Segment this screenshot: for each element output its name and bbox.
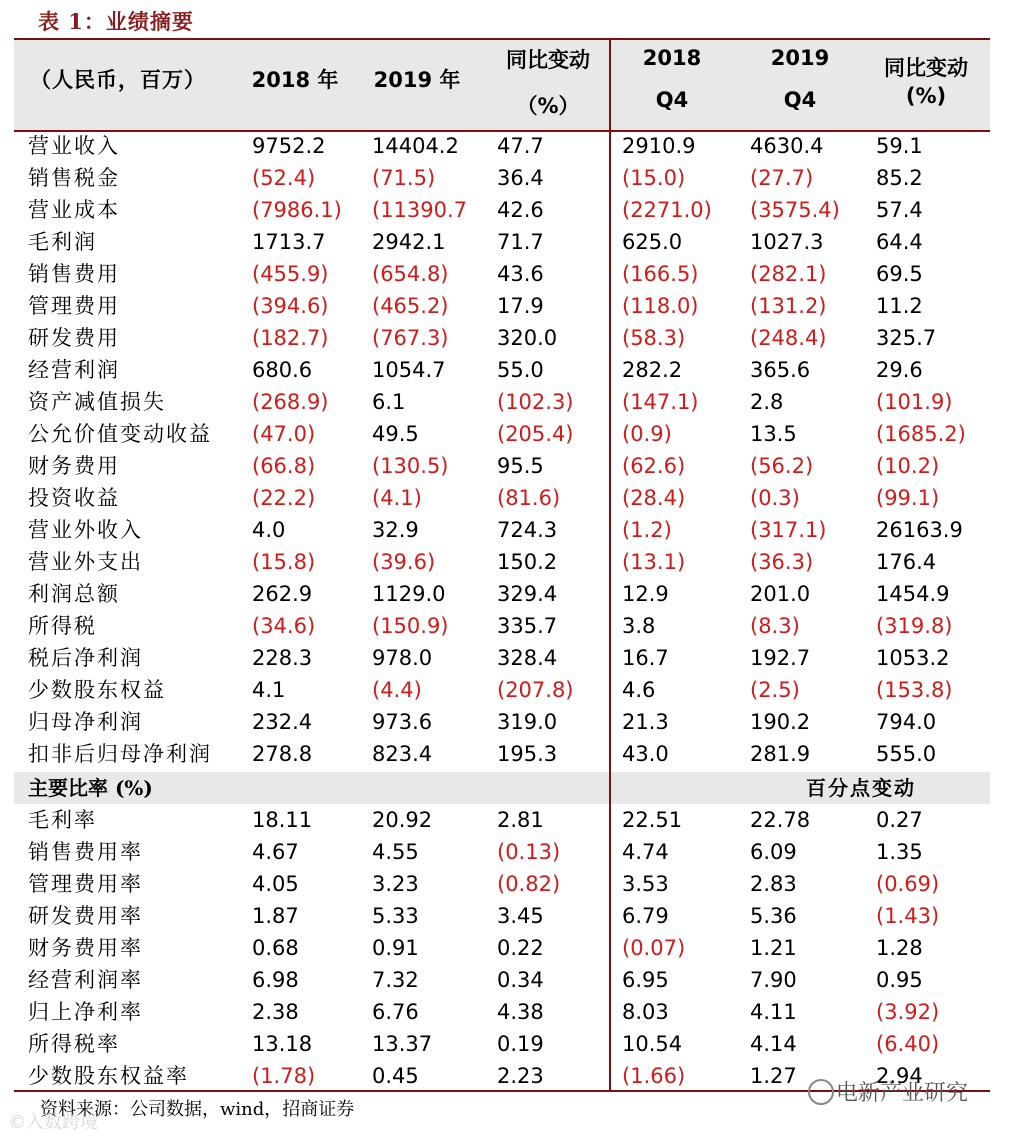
row-value-c5: (2.5): [750, 678, 800, 702]
row-value-c6: (10.2): [876, 454, 940, 478]
row-value-c3: (0.13): [497, 840, 561, 864]
row-value-c3: 195.3: [497, 742, 558, 766]
row-value-c6: 64.4: [876, 230, 923, 254]
row-value-c2: 32.9: [372, 518, 419, 542]
row-value-c5: 365.6: [750, 358, 811, 382]
row-value-c2: 7.32: [372, 968, 419, 992]
row-value-c2: (4.4): [372, 678, 422, 702]
row-value-c5: (8.3): [750, 614, 800, 638]
table-row: [0, 868, 1026, 900]
table-row: [0, 642, 1026, 674]
row-value-c3: (102.3): [497, 390, 574, 414]
ratios-header-label: 主要比率 (%): [28, 776, 153, 800]
row-value-c1: (455.9): [252, 262, 329, 286]
row-value-c2: 6.76: [372, 1000, 419, 1024]
row-value-c5: 7.90: [750, 968, 797, 992]
row-value-c1: 18.11: [252, 808, 313, 832]
row-value-c5: (56.2): [750, 454, 814, 478]
row-value-c6: 1.35: [876, 840, 923, 864]
table-row: [0, 836, 1026, 868]
header-yoy-line2: （%）: [516, 94, 580, 118]
row-value-c6: 794.0: [876, 710, 937, 734]
row-value-c4: 625.0: [622, 230, 683, 254]
row-value-c5: 201.0: [750, 582, 811, 606]
row-label: 所得税: [28, 614, 97, 638]
row-label: 财务费用: [28, 454, 120, 478]
row-value-c6: (319.8): [876, 614, 953, 638]
row-value-c1: 262.9: [252, 582, 313, 606]
row-value-c2: (71.5): [372, 166, 436, 190]
row-value-c5: (36.3): [750, 550, 814, 574]
row-value-c2: (465.2): [372, 294, 449, 318]
header-unit: （人民币，百万）: [30, 67, 206, 92]
row-value-c4: 4.74: [622, 840, 669, 864]
row-value-c2: 49.5: [372, 422, 419, 446]
table-row: [0, 932, 1026, 964]
row-label: 税后净利润: [28, 646, 143, 670]
row-value-c6: 11.2: [876, 294, 923, 318]
row-value-c6: 29.6: [876, 358, 923, 382]
row-value-c2: 978.0: [372, 646, 433, 670]
row-label: 营业收入: [28, 134, 120, 158]
row-value-c6: 69.5: [876, 262, 923, 286]
row-value-c6: 176.4: [876, 550, 937, 574]
header-2019: 2019 年: [373, 68, 461, 92]
row-value-c1: 4.05: [252, 872, 299, 896]
table-row: [0, 706, 1026, 738]
row-value-c4: (147.1): [622, 390, 699, 414]
row-value-c2: (767.3): [372, 326, 449, 350]
row-label: 营业成本: [28, 198, 120, 222]
row-value-c1: 4.67: [252, 840, 299, 864]
row-value-c6: (3.92): [876, 1000, 940, 1024]
row-value-c5: (282.1): [750, 262, 827, 286]
row-value-c2: 2942.1: [372, 230, 446, 254]
table-row: [0, 964, 1026, 996]
header-qoq-line2: (%): [905, 84, 947, 108]
row-value-c6: 59.1: [876, 134, 923, 158]
row-value-c6: 85.2: [876, 166, 923, 190]
row-value-c5: 4630.4: [750, 134, 824, 158]
row-value-c1: 6.98: [252, 968, 299, 992]
row-value-c5: 2.8: [750, 390, 784, 414]
table-title: 表 1：业绩摘要: [38, 9, 194, 34]
row-label: 经营利润: [28, 358, 120, 382]
row-value-c5: 190.2: [750, 710, 811, 734]
row-value-c6: (0.69): [876, 872, 940, 896]
row-value-c3: 0.22: [497, 936, 544, 960]
row-value-c6: 325.7: [876, 326, 937, 350]
row-value-c3: 329.4: [497, 582, 558, 606]
row-value-c1: 0.68: [252, 936, 299, 960]
row-value-c6: (99.1): [876, 486, 940, 510]
row-value-c1: 278.8: [252, 742, 313, 766]
header-2018q4-line2: Q4: [655, 88, 689, 112]
row-value-c3: 55.0: [497, 358, 544, 382]
row-value-c3: 0.19: [497, 1032, 544, 1056]
row-value-c2: (130.5): [372, 454, 449, 478]
row-value-c2: 1129.0: [372, 582, 446, 606]
row-value-c2: (4.1): [372, 486, 422, 510]
table-row: [0, 258, 1026, 290]
row-value-c5: 6.09: [750, 840, 797, 864]
row-value-c2: 823.4: [372, 742, 433, 766]
row-value-c5: (131.2): [750, 294, 827, 318]
row-value-c4: 16.7: [622, 646, 669, 670]
row-value-c4: (0.9): [622, 422, 672, 446]
row-value-c6: 555.0: [876, 742, 937, 766]
table-row: [0, 354, 1026, 386]
row-value-c4: 3.8: [622, 614, 656, 638]
row-label: 少数股东权益: [28, 678, 166, 702]
row-value-c1: (22.2): [252, 486, 316, 510]
row-value-c6: (6.40): [876, 1032, 940, 1056]
watermark-text: 电新产业研究: [836, 1081, 969, 1106]
row-value-c1: 9752.2: [252, 134, 326, 158]
row-label: 经营利润率: [28, 968, 143, 992]
row-value-c6: 0.27: [876, 808, 923, 832]
row-value-c3: 328.4: [497, 646, 558, 670]
row-value-c6: (101.9): [876, 390, 953, 414]
row-value-c2: 0.45: [372, 1064, 419, 1088]
row-value-c5: 5.36: [750, 904, 797, 928]
row-value-c5: 4.11: [750, 1000, 797, 1024]
watermark: [808, 1076, 968, 1107]
row-value-c5: 13.5: [750, 422, 797, 446]
row-value-c3: 95.5: [497, 454, 544, 478]
table-row: [0, 450, 1026, 482]
row-value-c5: (27.7): [750, 166, 814, 190]
row-value-c6: 1.28: [876, 936, 923, 960]
row-value-c3: (205.4): [497, 422, 574, 446]
row-value-c4: 43.0: [622, 742, 669, 766]
row-label: 营业外支出: [28, 550, 143, 574]
row-label: 销售费用率: [28, 840, 143, 864]
row-value-c3: 17.9: [497, 294, 544, 318]
row-value-c2: 973.6: [372, 710, 433, 734]
row-value-c1: (47.0): [252, 422, 316, 446]
row-value-c3: 4.38: [497, 1000, 544, 1024]
row-value-c6: 26163.9: [876, 518, 963, 542]
row-value-c4: (0.07): [622, 936, 686, 960]
row-value-c3: 43.6: [497, 262, 544, 286]
row-value-c3: 3.45: [497, 904, 544, 928]
row-value-c2: 1054.7: [372, 358, 446, 382]
row-value-c5: 281.9: [750, 742, 811, 766]
table-row: [0, 386, 1026, 418]
row-value-c4: 2910.9: [622, 134, 696, 158]
row-label: 所得税率: [28, 1032, 120, 1056]
row-label: 投资收益: [28, 486, 120, 510]
row-value-c1: 1.87: [252, 904, 299, 928]
row-value-c3: 0.34: [497, 968, 544, 992]
row-value-c2: 6.1: [372, 390, 406, 414]
row-value-c1: (1.78): [252, 1064, 316, 1088]
row-value-c6: 1053.2: [876, 646, 950, 670]
watermark-corner: ©入数跨境: [8, 1112, 98, 1133]
row-value-c5: (0.3): [750, 486, 800, 510]
row-value-c4: (62.6): [622, 454, 686, 478]
row-label: 公允价值变动收益: [28, 422, 212, 446]
row-value-c1: 2.38: [252, 1000, 299, 1024]
row-value-c4: (2271.0): [622, 198, 712, 222]
row-label: 管理费用率: [28, 872, 143, 896]
header-2019q4-line2: Q4: [783, 88, 817, 112]
row-value-c6: 1454.9: [876, 582, 950, 606]
row-label: 归母净利润: [28, 710, 143, 734]
row-value-c1: 4.0: [252, 518, 286, 542]
row-value-c3: (207.8): [497, 678, 574, 702]
row-value-c4: 12.9: [622, 582, 669, 606]
row-value-c4: (13.1): [622, 550, 686, 574]
row-value-c3: 320.0: [497, 326, 558, 350]
row-value-c3: 2.23: [497, 1064, 544, 1088]
header-yoy-line1: 同比变动: [506, 47, 590, 72]
row-value-c3: (0.82): [497, 872, 561, 896]
table-row: [0, 418, 1026, 450]
row-value-c3: 2.81: [497, 808, 544, 832]
row-label: 毛利率: [28, 808, 97, 832]
table-row: [0, 290, 1026, 322]
row-value-c5: 2.83: [750, 872, 797, 896]
row-value-c2: (11390.7: [372, 198, 468, 222]
row-value-c6: (1685.2): [876, 422, 966, 446]
row-value-c1: 680.6: [252, 358, 313, 382]
row-label: 销售费用: [28, 262, 120, 286]
row-value-c3: 335.7: [497, 614, 558, 638]
row-value-c3: (81.6): [497, 486, 561, 510]
row-value-c1: 1713.7: [252, 230, 326, 254]
row-value-c5: 192.7: [750, 646, 811, 670]
row-label: 扣非后归母净利润: [28, 742, 212, 766]
row-value-c1: (66.8): [252, 454, 316, 478]
row-value-c3: 71.7: [497, 230, 544, 254]
row-value-c6: (1.43): [876, 904, 940, 928]
row-value-c2: 20.92: [372, 808, 433, 832]
header-2018: 2018 年: [251, 68, 339, 92]
row-value-c5: 1.27: [750, 1064, 797, 1088]
table-row: [0, 610, 1026, 642]
row-value-c4: 21.3: [622, 710, 669, 734]
row-value-c4: 282.2: [622, 358, 683, 382]
row-value-c1: (7986.1): [252, 198, 342, 222]
table-row: [0, 130, 1026, 162]
row-value-c1: 232.4: [252, 710, 313, 734]
row-value-c2: (150.9): [372, 614, 449, 638]
row-value-c4: 6.79: [622, 904, 669, 928]
row-value-c1: (34.6): [252, 614, 316, 638]
row-value-c1: (182.7): [252, 326, 329, 350]
table-row: [0, 738, 1026, 770]
row-value-c5: (317.1): [750, 518, 827, 542]
row-value-c4: 22.51: [622, 808, 683, 832]
row-value-c4: 8.03: [622, 1000, 669, 1024]
table-row: [0, 482, 1026, 514]
table-row: [0, 194, 1026, 226]
table-row: [0, 804, 1026, 836]
table-row: [0, 322, 1026, 354]
wechat-icon: [808, 1079, 834, 1105]
row-value-c2: (39.6): [372, 550, 436, 574]
row-value-c2: (654.8): [372, 262, 449, 286]
row-value-c4: (166.5): [622, 262, 699, 286]
row-value-c4: (58.3): [622, 326, 686, 350]
row-value-c3: 150.2: [497, 550, 558, 574]
row-label: 管理费用: [28, 294, 120, 318]
table-row: [0, 996, 1026, 1028]
row-label: 营业外收入: [28, 518, 143, 542]
header-2019q4-line1: 2019: [770, 46, 830, 70]
row-value-c2: 3.23: [372, 872, 419, 896]
row-value-c6: 2.94: [876, 1064, 923, 1088]
table-row: [0, 514, 1026, 546]
row-label: 研发费用: [28, 326, 120, 350]
row-value-c2: 13.37: [372, 1032, 433, 1056]
row-value-c1: 4.1: [252, 678, 286, 702]
row-value-c2: 14404.2: [372, 134, 459, 158]
row-value-c6: 57.4: [876, 198, 923, 222]
row-label: 研发费用率: [28, 904, 143, 928]
row-value-c2: 4.55: [372, 840, 419, 864]
row-label: 资产减值损失: [28, 390, 166, 414]
row-value-c5: 1.21: [750, 936, 797, 960]
ratios-header-right: 百分点变动: [806, 776, 916, 800]
header-2018q4-line1: 2018: [642, 46, 702, 70]
row-value-c4: 3.53: [622, 872, 669, 896]
row-value-c4: (15.0): [622, 166, 686, 190]
row-value-c1: (15.8): [252, 550, 316, 574]
table-row: [0, 674, 1026, 706]
row-label: 毛利润: [28, 230, 97, 254]
row-value-c5: (3575.4): [750, 198, 840, 222]
row-value-c4: (28.4): [622, 486, 686, 510]
row-label: 财务费用率: [28, 936, 143, 960]
row-value-c5: 4.14: [750, 1032, 797, 1056]
row-value-c5: (248.4): [750, 326, 827, 350]
row-value-c1: (394.6): [252, 294, 329, 318]
row-value-c1: (268.9): [252, 390, 329, 414]
row-value-c1: (52.4): [252, 166, 316, 190]
table-row: [0, 546, 1026, 578]
row-value-c1: 228.3: [252, 646, 313, 670]
row-value-c4: (118.0): [622, 294, 699, 318]
table-row: [0, 162, 1026, 194]
header-qoq-line1: 同比变动: [884, 55, 968, 80]
row-value-c3: 47.7: [497, 134, 544, 158]
row-value-c3: 724.3: [497, 518, 558, 542]
row-value-c4: 4.6: [622, 678, 656, 702]
table-row: [0, 578, 1026, 610]
row-value-c5: 1027.3: [750, 230, 824, 254]
row-value-c2: 0.91: [372, 936, 419, 960]
row-value-c6: (153.8): [876, 678, 953, 702]
table-row: [0, 1028, 1026, 1060]
row-value-c1: 13.18: [252, 1032, 313, 1056]
row-value-c3: 36.4: [497, 166, 544, 190]
row-value-c4: 6.95: [622, 968, 669, 992]
row-value-c3: 42.6: [497, 198, 544, 222]
row-value-c6: 0.95: [876, 968, 923, 992]
table-row: [0, 900, 1026, 932]
row-label: 销售税金: [28, 166, 120, 190]
row-value-c5: 22.78: [750, 808, 811, 832]
row-value-c2: 5.33: [372, 904, 419, 928]
row-value-c4: (1.66): [622, 1064, 686, 1088]
row-value-c4: (1.2): [622, 518, 672, 542]
row-label: 少数股东权益率: [28, 1064, 189, 1088]
source-note: 资料来源：公司数据，wind，招商证券: [40, 1099, 355, 1120]
row-value-c3: 319.0: [497, 710, 558, 734]
top-rule: [14, 38, 990, 40]
table-row: [0, 226, 1026, 258]
row-label: 利润总额: [28, 582, 120, 606]
row-label: 归上净利率: [28, 1000, 143, 1024]
row-value-c4: 10.54: [622, 1032, 683, 1056]
